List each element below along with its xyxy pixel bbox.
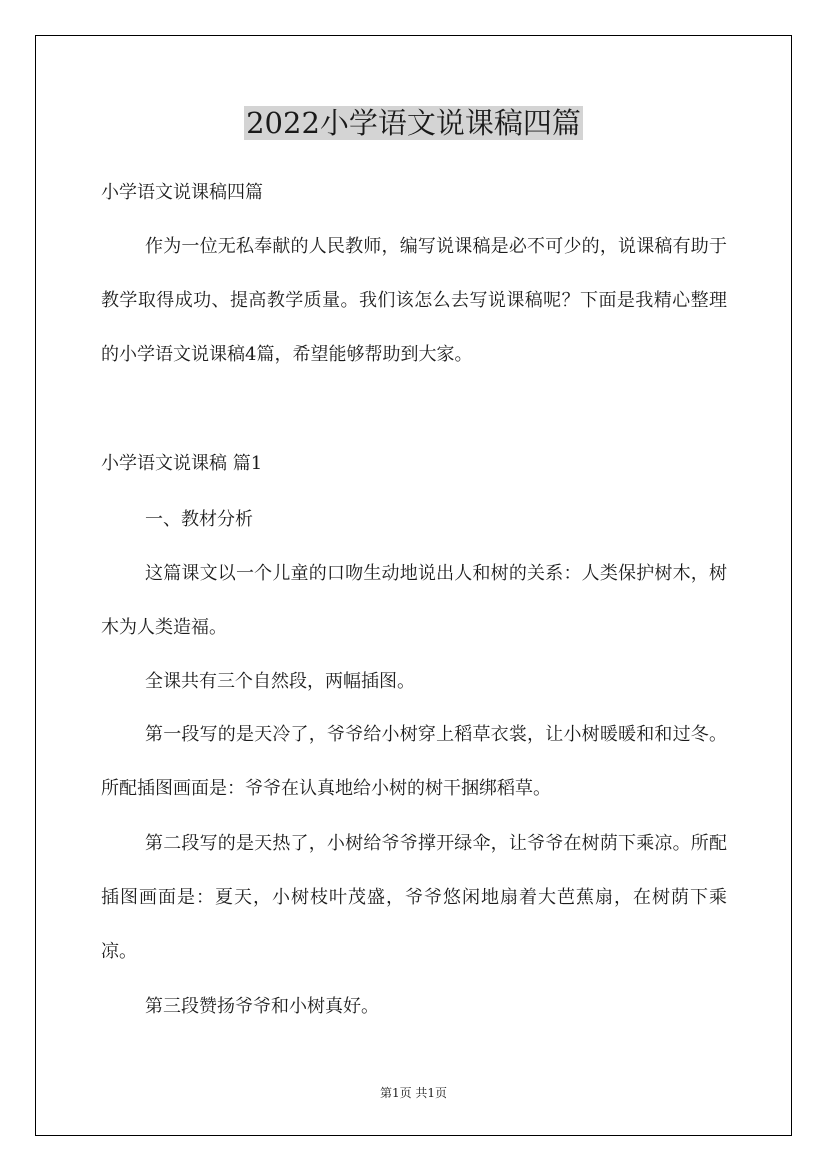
- section-heading: 小学语文说课稿 篇1: [101, 453, 263, 474]
- paragraph-5: 第三段赞扬爷爷和小树真好。: [145, 996, 379, 1017]
- paragraph-3: 第一段写的是天冷了，爷爷给小树穿上稻草衣裳，让小树暖暖和和过冬。所配插图画面是：爷爷在认真地给小树的树干捆绑稻草。: [101, 724, 727, 799]
- sub-heading: 一、教材分析: [145, 509, 253, 530]
- paragraph-1: 这篇课文以一个儿童的口吻生动地说出人和树的关系：人类保护树木，树木为人类造福。: [101, 563, 727, 638]
- document-subtitle: 小学语文说课稿四篇: [101, 182, 263, 203]
- paragraph-4: 第二段写的是天热了，小树给爷爷撑开绿伞，让爷爷在树荫下乘凉。所配插图画面是：夏天，小树枝叶茂盛，爷爷悠闲地扇着大芭蕉扇，在树荫下乘凉。: [101, 833, 727, 962]
- document-title-text: 2022小学语文说课稿四篇: [246, 106, 581, 140]
- page-footer: 第1页 共1页: [379, 1086, 448, 1100]
- paragraph-2: 全课共有三个自然段，两幅插图。: [145, 671, 415, 692]
- document-title: [0, 101, 827, 145]
- intro-paragraph: 作为一位无私奉献的人民教师，编写说课稿是必不可少的，说课稿有助于教学取得成功、提高教学质量。我们该怎么去写说课稿呢？下面是我精心整理的小学语文说课稿4篇，希望能够帮助到大家。: [101, 236, 727, 365]
